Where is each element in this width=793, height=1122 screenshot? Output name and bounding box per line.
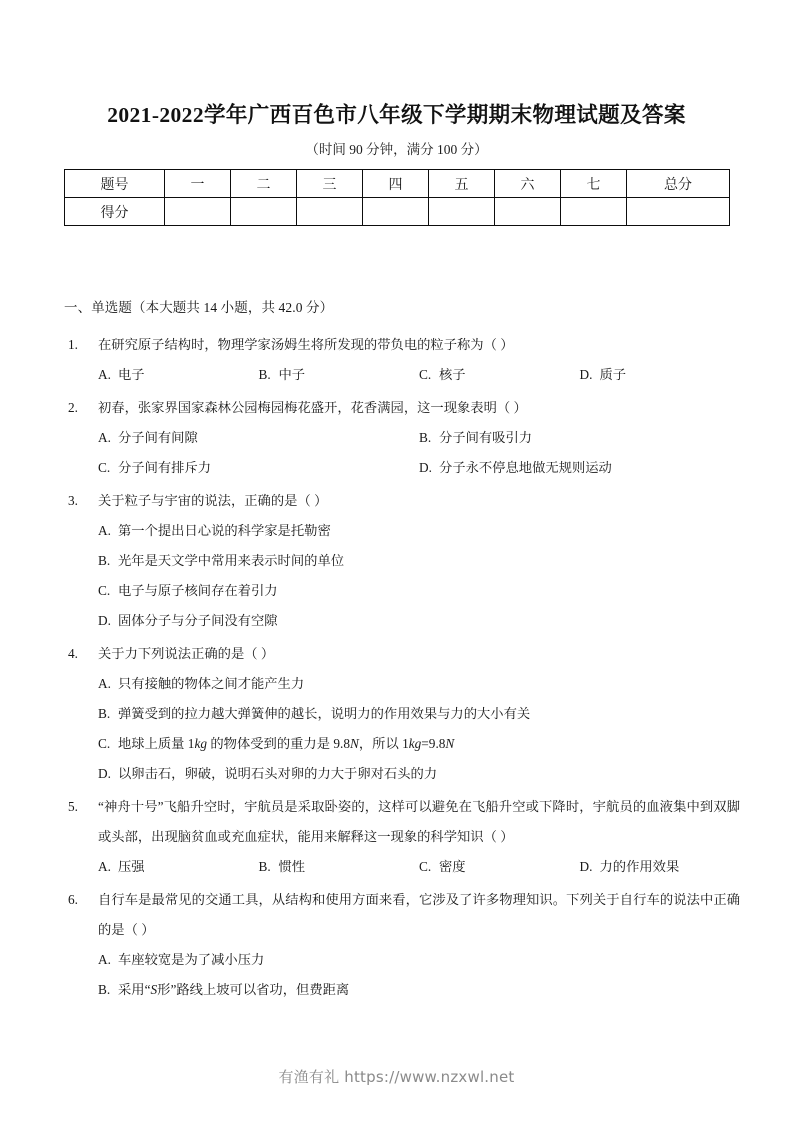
- option-text: 核子: [439, 367, 466, 382]
- option-list: [64, 669, 740, 789]
- option-text: 电子: [118, 367, 145, 382]
- option-row: [98, 546, 740, 576]
- option-d[interactable]: [98, 606, 740, 636]
- exam-body: [64, 296, 740, 1008]
- option-list: [64, 423, 740, 483]
- score-cell-6[interactable]: [495, 198, 561, 226]
- option-letter: C.: [419, 367, 432, 382]
- option-row: [98, 516, 740, 546]
- option-letter: D.: [419, 460, 432, 475]
- option-letter: C.: [98, 460, 111, 475]
- question: [64, 639, 740, 789]
- question-text: “神舟十号”飞船升空时，宇航员是采取卧姿的，这样可以避免在飞船升空或下降时，宇航员的血液集中到双脚或头部，出现脑贫血或充血症状，能用来解释这一现象的科学知识（ ）: [98, 799, 740, 844]
- score-cell-7[interactable]: [561, 198, 627, 226]
- option-letter: C.: [419, 859, 432, 874]
- option-text: 车座较宽是为了减小压力: [118, 952, 265, 967]
- option-text: 固体分子与分子间没有空隙: [118, 613, 278, 628]
- question-number: 5.: [68, 799, 78, 814]
- option-row: [98, 606, 740, 636]
- score-table-col-1: 一: [165, 170, 231, 198]
- option-text: 采用“S形”路线上坡可以省功，但费距离: [118, 982, 350, 997]
- option-a[interactable]: [98, 669, 740, 699]
- exam-subtitle: （时间 90 分钟，满分 100 分）: [305, 142, 488, 157]
- score-cell-4[interactable]: [363, 198, 429, 226]
- option-list: [64, 852, 740, 882]
- question-text: 关于力下列说法正确的是（ ）: [98, 646, 275, 661]
- option-c[interactable]: [419, 360, 580, 390]
- question: [64, 885, 740, 1005]
- score-table-col-4: 四: [363, 170, 429, 198]
- option-text: 只有接触的物体之间才能产生力: [118, 676, 305, 691]
- question-number: 2.: [68, 400, 78, 415]
- option-c[interactable]: [98, 453, 419, 483]
- score-cell-5[interactable]: [429, 198, 495, 226]
- question-text: 自行车是最常见的交通工具，从结构和使用方面来看，它涉及了许多物理知识。下列关于自行车的说法中正确的是（ ）: [98, 892, 740, 937]
- option-b[interactable]: [98, 546, 740, 576]
- score-table-total-label: 总分: [627, 170, 730, 198]
- option-row: [98, 729, 740, 759]
- score-cell-2[interactable]: [231, 198, 297, 226]
- question-stem: [64, 639, 740, 669]
- question: [64, 486, 740, 636]
- option-c[interactable]: [419, 852, 580, 882]
- option-letter: B.: [98, 982, 111, 997]
- option-a[interactable]: [98, 516, 740, 546]
- score-table-col-3: 三: [297, 170, 363, 198]
- option-text: 密度: [439, 859, 466, 874]
- option-letter: A.: [98, 952, 111, 967]
- option-a[interactable]: [98, 945, 740, 975]
- option-c[interactable]: [98, 576, 740, 606]
- question-number: 6.: [68, 892, 78, 907]
- option-letter: A.: [98, 676, 111, 691]
- option-row: [98, 975, 740, 1005]
- option-letter: D.: [579, 367, 593, 382]
- option-row: [98, 699, 740, 729]
- option-d[interactable]: [580, 360, 741, 390]
- table-row-score: [65, 198, 730, 226]
- question-stem: [64, 393, 740, 423]
- option-b[interactable]: [259, 852, 420, 882]
- option-text: 光年是天文学中常用来表示时间的单位: [118, 553, 345, 568]
- option-text: 电子与原子核间存在着引力: [118, 583, 278, 598]
- question-stem: [64, 330, 740, 360]
- score-cell-1[interactable]: [165, 198, 231, 226]
- option-d[interactable]: [98, 759, 740, 789]
- question-text: 关于粒子与宇宙的说法，正确的是（ ）: [98, 493, 328, 508]
- option-text: 分子间有间隙: [118, 430, 198, 445]
- section-heading-1: 一、单选题（本大题共 14 小题，共 42.0 分）: [64, 300, 334, 315]
- option-text: 弹簧受到的拉力越大弹簧伸的越长，说明力的作用效果与力的大小有关: [118, 706, 531, 721]
- score-cell-3[interactable]: [297, 198, 363, 226]
- option-text: 质子: [599, 367, 627, 382]
- score-table-col-5: 五: [429, 170, 495, 198]
- question-list: [64, 330, 740, 1005]
- option-a[interactable]: [98, 423, 419, 453]
- score-cell-total[interactable]: [627, 198, 730, 226]
- option-row: [98, 759, 740, 789]
- score-table-row-label-score: 得分: [65, 198, 165, 226]
- option-row: [98, 669, 740, 699]
- question-number: 3.: [68, 493, 78, 508]
- option-b[interactable]: [259, 360, 420, 390]
- question-stem: [64, 792, 740, 852]
- option-letter: B.: [98, 706, 111, 721]
- option-b[interactable]: [419, 423, 740, 453]
- option-letter: C.: [98, 736, 111, 751]
- page-title: 2021-2022学年广西百色市八年级下学期期末物理试题及答案: [107, 103, 686, 127]
- option-letter: B.: [98, 553, 111, 568]
- option-d[interactable]: [419, 453, 740, 483]
- option-text: 中子: [278, 367, 306, 382]
- option-list: [64, 360, 740, 390]
- option-letter: D.: [98, 766, 111, 781]
- option-letter: B.: [258, 367, 271, 382]
- question-number: 1.: [68, 337, 78, 352]
- question: [64, 792, 740, 882]
- option-b[interactable]: [98, 699, 740, 729]
- question-number: 4.: [68, 646, 78, 661]
- option-letter: B.: [258, 859, 271, 874]
- score-table-row-label: 题号: [65, 170, 165, 198]
- option-letter: D.: [98, 613, 111, 628]
- question-text: 初春，张家界国家森林公园梅园梅花盛开，花香满园，这一现象表明（ ）: [98, 400, 527, 415]
- option-text: 以卵击石，卵破，说明石头对卵的力大于卵对石头的力: [118, 766, 438, 781]
- option-d[interactable]: [580, 852, 741, 882]
- option-text: 分子间有吸引力: [439, 430, 533, 445]
- option-a[interactable]: [98, 852, 259, 882]
- option-text: 第一个提出日心说的科学家是托勒密: [118, 523, 331, 538]
- score-table-col-7: 七: [561, 170, 627, 198]
- option-letter: B.: [419, 430, 432, 445]
- option-letter: A.: [98, 523, 111, 538]
- option-a[interactable]: [98, 360, 259, 390]
- option-list: [64, 516, 740, 636]
- score-table-col-6: 六: [495, 170, 561, 198]
- footer-watermark: 有渔有礼 https://www.nzxwl.net: [278, 1068, 515, 1086]
- option-c[interactable]: [98, 729, 740, 759]
- option-list: [64, 945, 740, 1005]
- option-text: 分子永不停息地做无规则运动: [439, 460, 612, 475]
- question-stem: [64, 885, 740, 945]
- option-row: [98, 945, 740, 975]
- option-row: [98, 453, 740, 483]
- option-row: [98, 360, 740, 390]
- table-row-header: [65, 170, 730, 198]
- option-row: [98, 852, 740, 882]
- option-text: 力的作用效果: [599, 859, 680, 874]
- option-text: 压强: [118, 859, 145, 874]
- option-text: 地球上质量 1kg 的物体受到的重力是 9.8N，所以 1kg=9.8N: [118, 736, 455, 751]
- question: [64, 330, 740, 390]
- question: [64, 393, 740, 483]
- option-b[interactable]: [98, 975, 740, 1005]
- question-text: 在研究原子结构时，物理学家汤姆生将所发现的带负电的粒子称为（ ）: [98, 337, 514, 352]
- option-row: [98, 576, 740, 606]
- option-text: 惯性: [278, 859, 306, 874]
- option-letter: D.: [579, 859, 593, 874]
- option-row: [98, 423, 740, 453]
- option-text: 分子间有排斥力: [118, 460, 212, 475]
- option-letter: A.: [98, 859, 111, 874]
- question-stem: [64, 486, 740, 516]
- option-letter: A.: [98, 367, 111, 382]
- score-table-col-2: 二: [231, 170, 297, 198]
- score-table: [64, 169, 730, 226]
- option-letter: A.: [98, 430, 111, 445]
- option-letter: C.: [98, 583, 111, 598]
